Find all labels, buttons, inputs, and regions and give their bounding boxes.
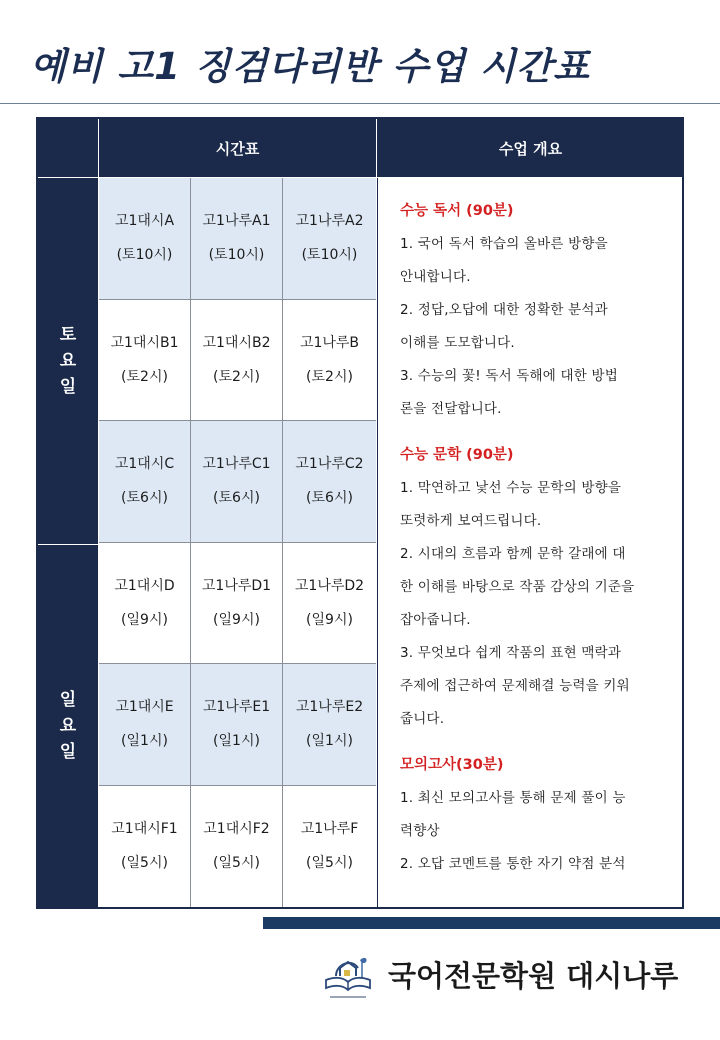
class-cell xyxy=(191,786,283,908)
title-divider xyxy=(0,103,720,104)
class-time: (토10시) xyxy=(208,247,265,264)
day-char: 토 xyxy=(59,325,77,345)
day-char: 요 xyxy=(59,716,77,736)
overview-line: 2. 시대의 흐름과 함께 문학 갈래에 대 xyxy=(400,546,626,562)
class-code: 고1나루A1 xyxy=(202,213,271,230)
class-time: (일5시) xyxy=(306,855,353,872)
overview-line: 이해를 도모합니다. xyxy=(400,335,515,351)
overview-line: 잡아줍니다. xyxy=(400,612,471,628)
day-label-saturday xyxy=(38,178,98,545)
class-cell xyxy=(99,786,191,908)
class-code: 고1대시B2 xyxy=(202,334,271,351)
class-time: (토6시) xyxy=(121,490,168,507)
class-code: 고1나루A2 xyxy=(295,213,364,230)
overview-line: 력향상 xyxy=(400,823,440,839)
class-code: 고1나루C2 xyxy=(295,456,364,473)
class-time: (토10시) xyxy=(116,247,173,264)
academy-name: 국어전문학원 대시나루 xyxy=(388,959,679,993)
class-code: 고1대시B1 xyxy=(110,334,179,351)
class-code: 고1나루F xyxy=(300,821,359,838)
class-code: 고1나루D1 xyxy=(201,577,272,594)
class-code: 고1나루D2 xyxy=(294,577,365,594)
class-time: (토2시) xyxy=(121,368,168,385)
class-cell xyxy=(283,543,376,665)
header-corner xyxy=(38,119,99,177)
class-time: (일5시) xyxy=(121,855,168,872)
class-time: (일5시) xyxy=(213,855,260,872)
class-cell xyxy=(99,543,191,665)
class-time: (일1시) xyxy=(306,733,353,750)
class-time: (토6시) xyxy=(213,490,260,507)
class-code: 고1대시C xyxy=(114,456,175,473)
class-code: 고1나루E2 xyxy=(295,699,364,716)
class-cell xyxy=(191,664,283,786)
class-time: (일1시) xyxy=(213,733,260,750)
overview-line: 1. 막연하고 낯선 수능 문학의 방향을 xyxy=(400,480,622,496)
day-char: 일 xyxy=(59,742,77,762)
class-code: 고1대시D xyxy=(114,577,175,594)
overview-line: 3. 수능의 꽃! 독서 독해에 대한 방법 xyxy=(400,368,618,384)
overview-line: 주제에 접근하여 문제해결 능력을 키워 xyxy=(400,678,630,694)
class-code: 고1나루C1 xyxy=(202,456,271,473)
class-cell xyxy=(283,300,376,422)
class-cell xyxy=(99,178,191,300)
day-char: 일 xyxy=(59,377,77,397)
overview-line: 2. 정답,오답에 대한 정확한 분석과 xyxy=(400,302,608,318)
class-cell xyxy=(191,300,283,422)
overview-line: 론을 전달합니다. xyxy=(400,401,502,417)
schedule-grid xyxy=(99,178,376,907)
class-time: (일1시) xyxy=(121,733,168,750)
class-time: (토6시) xyxy=(306,490,353,507)
overview-section-mock-exam xyxy=(400,754,674,881)
day-label-sunday xyxy=(38,545,98,907)
class-time: (토2시) xyxy=(213,368,260,385)
overview-line: 안내합니다. xyxy=(400,269,471,285)
overview-line: 줍니다. xyxy=(400,711,445,727)
day-char: 일 xyxy=(59,690,77,710)
section-title: 모의고사(30분) xyxy=(400,757,504,773)
section-title: 수능 독서 (90분) xyxy=(400,203,514,219)
overview-line: 3. 무엇보다 쉽게 작품의 표현 맥락과 xyxy=(400,645,622,661)
class-cell xyxy=(283,664,376,786)
book-sprout-logo-icon xyxy=(322,946,374,1006)
class-cell xyxy=(191,421,283,543)
header-schedule: 시간표 xyxy=(99,119,377,177)
overview-section-literature xyxy=(400,444,674,736)
section-title: 수능 문학 (90분) xyxy=(400,447,514,463)
class-time: (토10시) xyxy=(301,247,358,264)
class-cell xyxy=(99,300,191,422)
class-time: (일9시) xyxy=(121,611,168,628)
class-cell xyxy=(283,421,376,543)
class-code: 고1대시F1 xyxy=(111,821,178,838)
class-code: 고1대시F2 xyxy=(203,821,270,838)
overview-line: 한 이해를 바탕으로 작품 감상의 기준을 xyxy=(400,579,635,595)
class-cell xyxy=(191,543,283,665)
class-code: 고1나루E1 xyxy=(202,699,271,716)
footer-accent-bar xyxy=(263,917,720,929)
overview-line: 1. 국어 독서 학습의 올바른 방향을 xyxy=(400,236,608,252)
overview-line: 1. 최신 모의고사를 통해 문제 풀이 능 xyxy=(400,790,626,806)
course-overview xyxy=(377,178,684,907)
day-char: 요 xyxy=(59,351,77,371)
class-code: 고1대시A xyxy=(114,213,175,230)
header-overview: 수업 개요 xyxy=(377,119,684,177)
class-cell xyxy=(283,786,376,908)
class-time: (토2시) xyxy=(306,368,353,385)
class-cell xyxy=(283,178,376,300)
overview-line: 또렷하게 보여드립니다. xyxy=(400,513,542,529)
timetable xyxy=(36,117,684,909)
class-cell xyxy=(191,178,283,300)
overview-line: 2. 오답 코멘트를 통한 자기 약점 분석 xyxy=(400,856,626,872)
overview-section-reading xyxy=(400,200,674,426)
page-title: 예비 고1 징검다리반 수업 시간표 xyxy=(30,45,590,88)
class-cell xyxy=(99,421,191,543)
class-code: 고1나루B xyxy=(299,334,360,351)
class-cell xyxy=(99,664,191,786)
class-code: 고1대시E xyxy=(115,699,174,716)
class-time: (일9시) xyxy=(306,611,353,628)
class-time: (일9시) xyxy=(213,611,260,628)
